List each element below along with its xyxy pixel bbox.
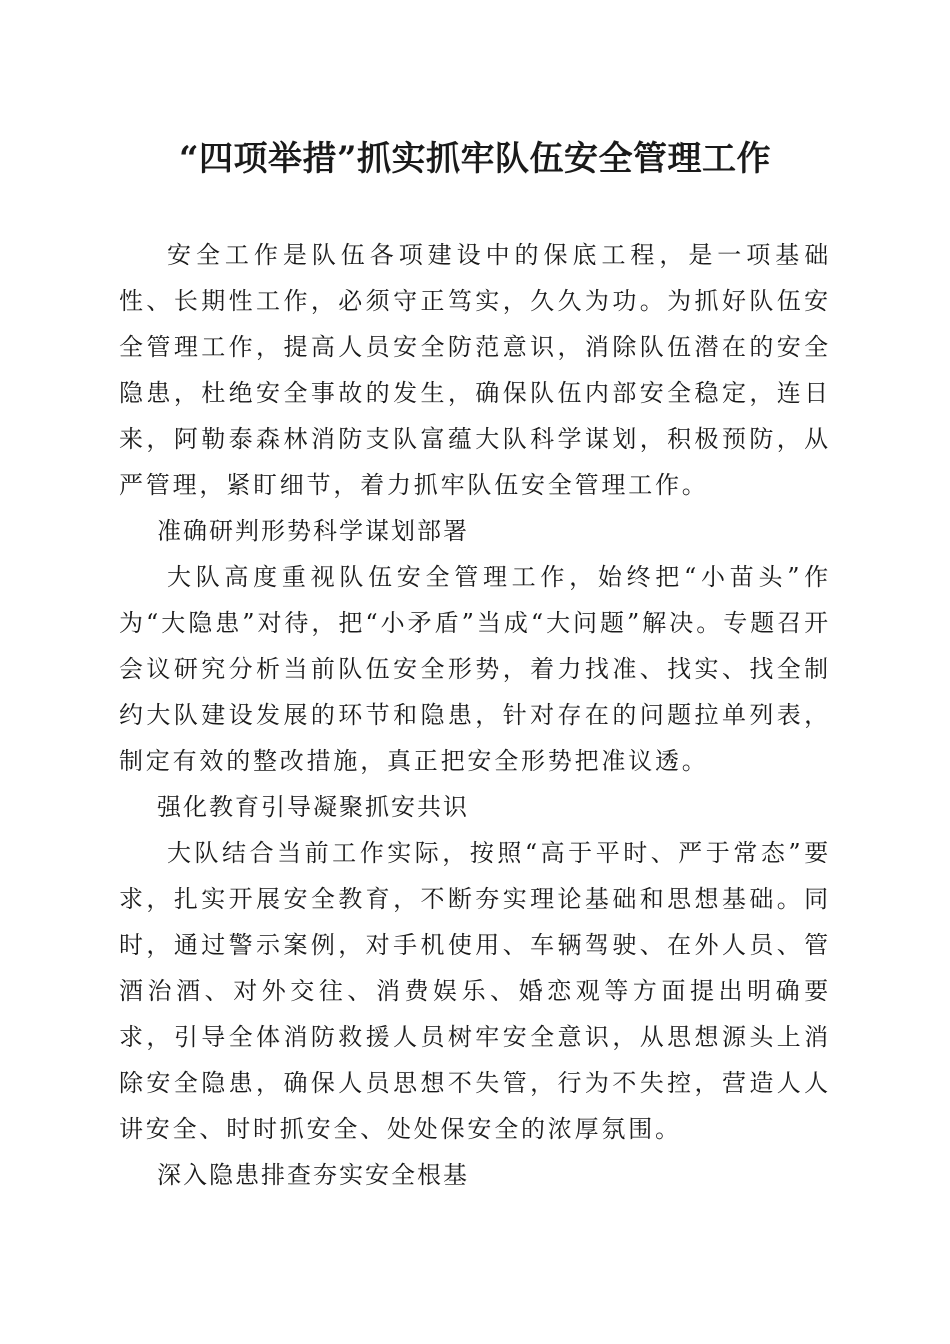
education-paragraph: 大队结合当前工作实际，按照“高于平时、严于常态”要求，扎实开展安全教育，不断夯实理论基础和思想基础。同时，通过警示案例，对手机使用、车辆驾驶、在外人员、管酒治酒、对外交往、消费娱乐、婚恋观等方面提出明确要求，引导全体消防救援人员树牢安全意识，从思想源头上消除安全隐患，确保人员思想不失管，行为不失控，营造人人讲安全、时时抓安全、处处保安全的浓厚氛围。: [119, 839, 831, 1143]
intro-paragraph: 安全工作是队伍各项建设中的保底工程，是一项基础性、长期性工作，必须守正笃实，久久为功。为抓好队伍安全管理工作，提高人员安全防范意识，消除队伍潜在的安全隐患，杜绝安全事故的发生，确保队伍内部安全稳定，连日来，阿勒泰森林消防支队富蕴大队科学谋划，积极预防，从严管理，紧盯细节，着力抓牢队伍安全管理工作。: [119, 241, 831, 499]
situation-paragraph: 大队高度重视队伍安全管理工作，始终把“小苗头”作为“大隐患”对待，把“小矛盾”当成“大问题”解决。专题召开会议研究分析当前队伍安全形势，着力找准、找实、找全制约大队建设发展的环节和隐患，针对存在的问题拉单列表，制定有效的整改措施，真正把安全形势把准议透。: [119, 563, 831, 775]
section-heading-inspection: 深入隐患排查夯实安全根基: [157, 1161, 469, 1189]
section-heading-education: 强化教育引导凝聚抓安共识: [157, 793, 469, 821]
document-title: “四项举措”抓实抓牢队伍安全管理工作: [178, 139, 772, 179]
document-body: [119, 232, 831, 1198]
section-heading-situation: 准确研判形势科学谋划部署: [157, 517, 469, 545]
